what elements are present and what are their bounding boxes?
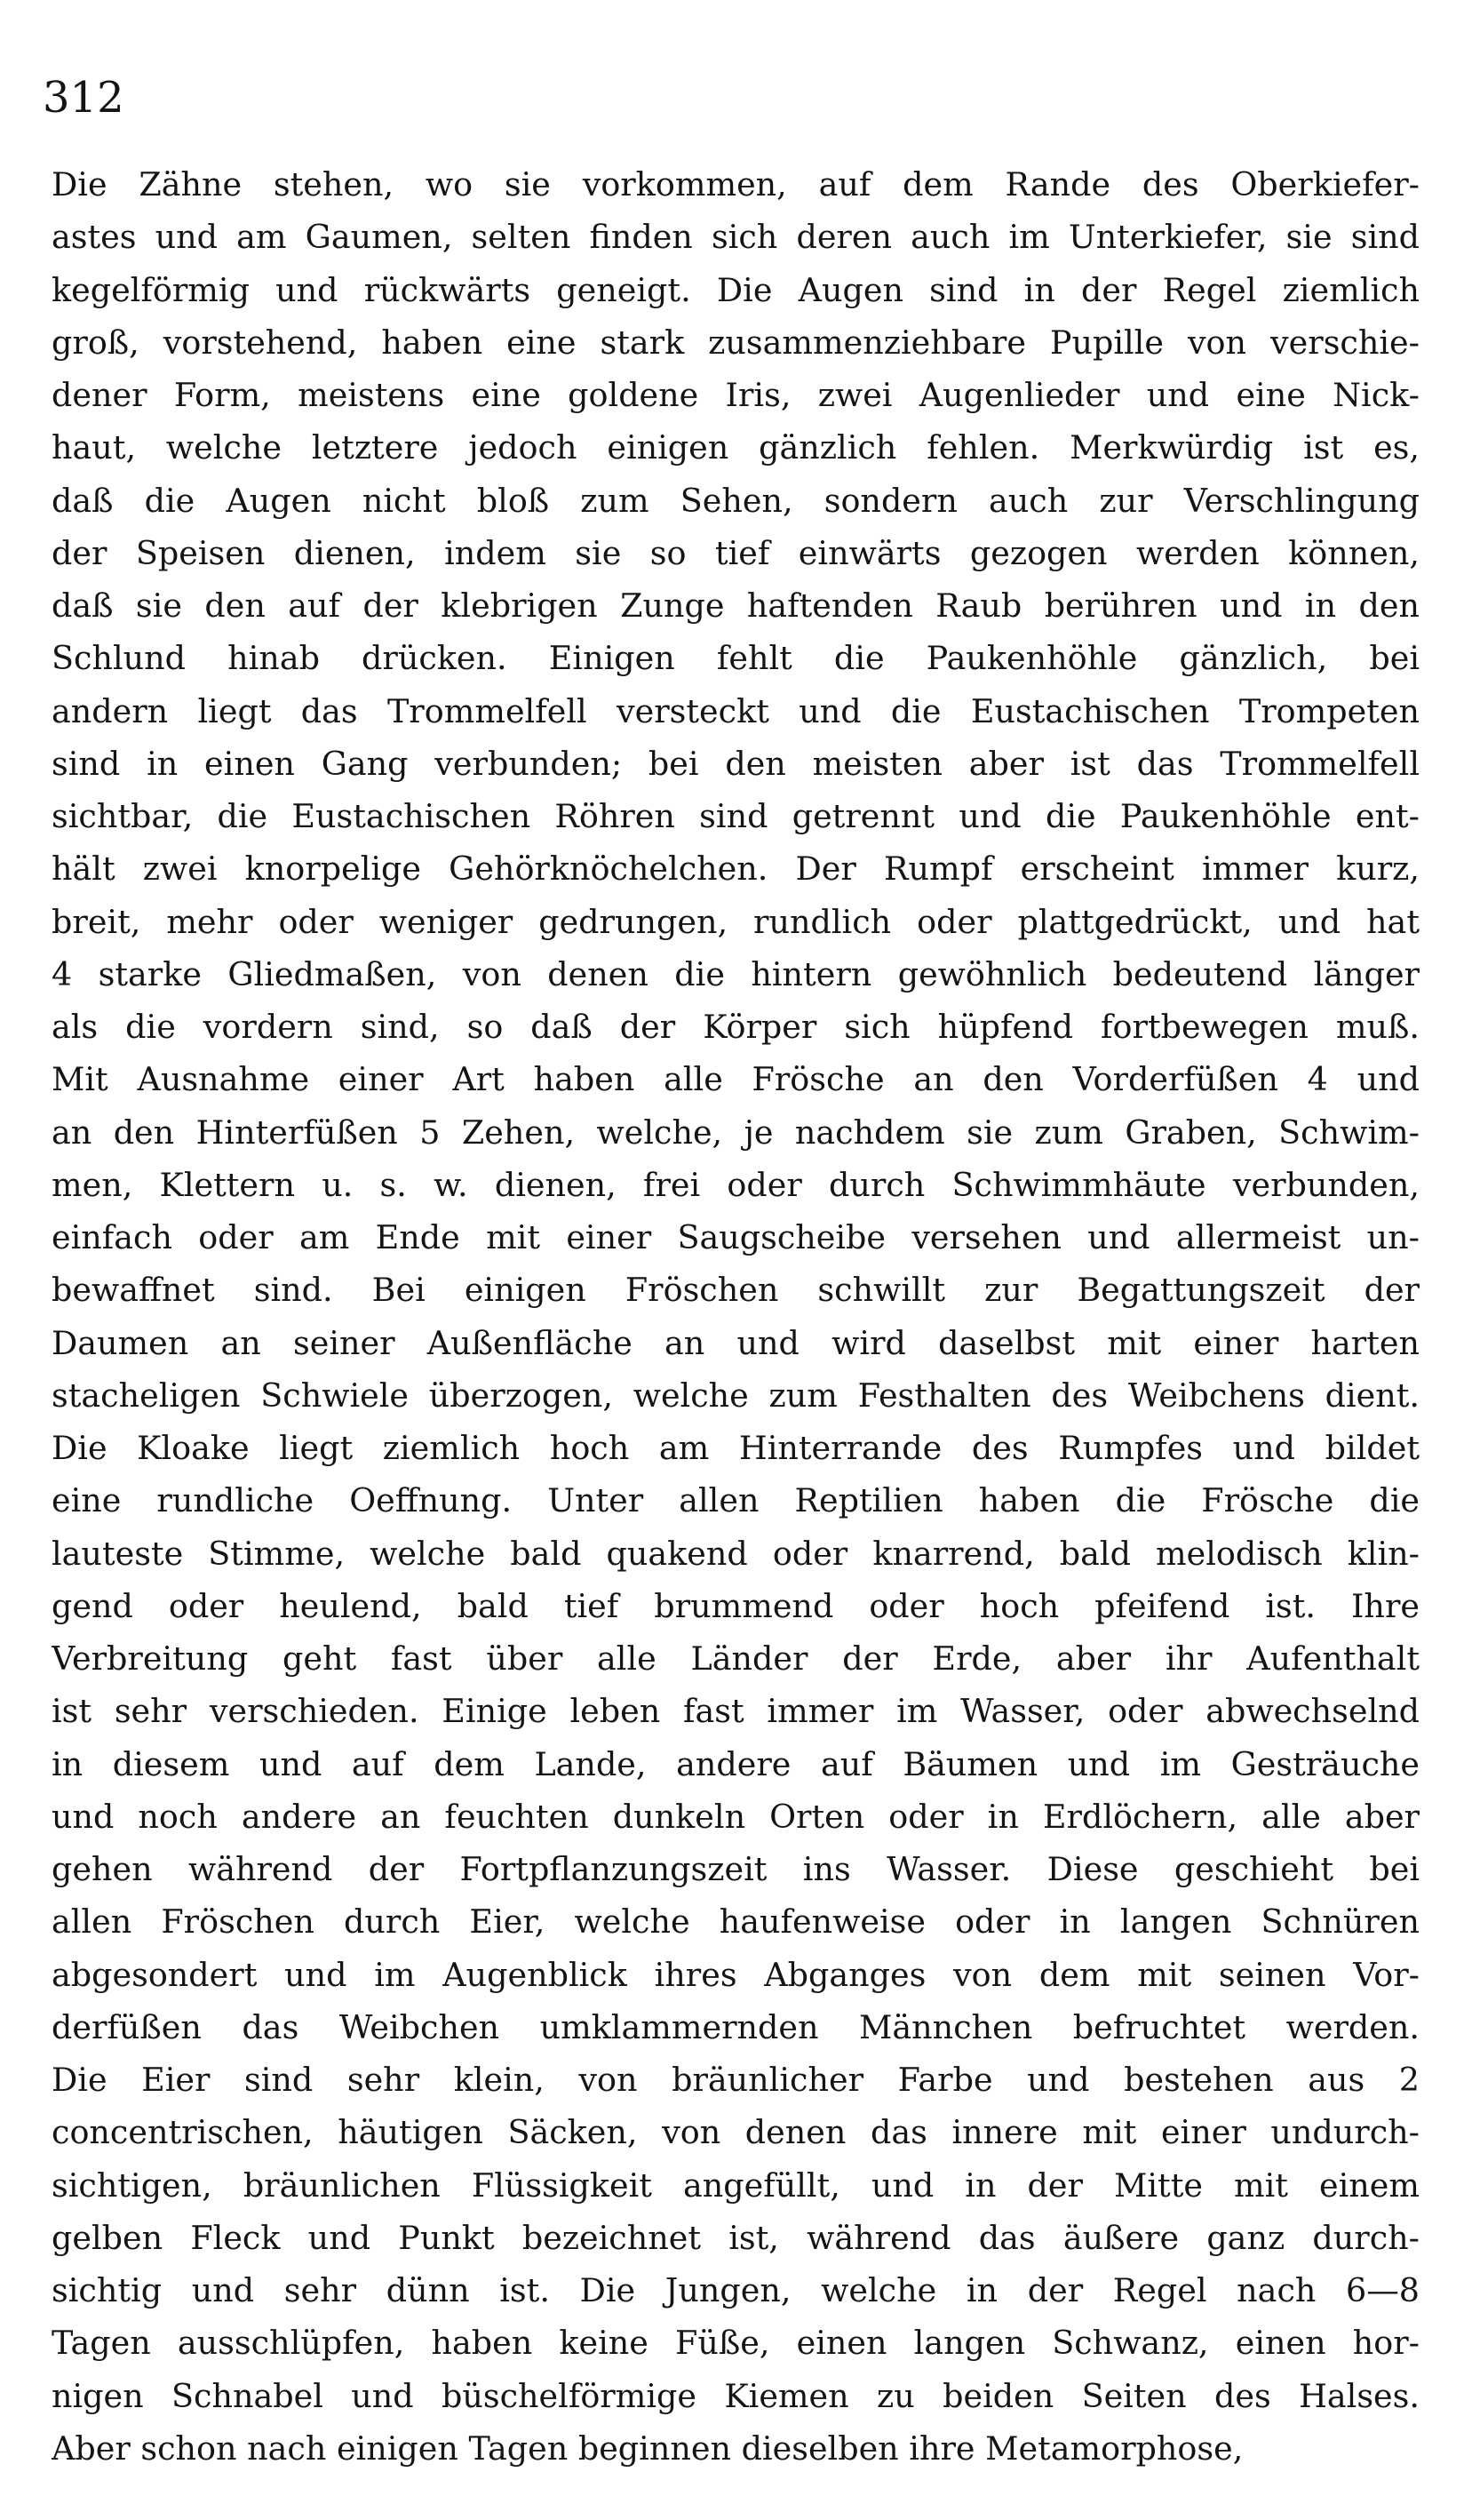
text-line: breit, mehr oder weniger gedrungen, rundlich oder plattgedrückt, und hat xyxy=(52,902,1420,941)
text-line: Die Kloake liegt ziemlich hoch am Hinterrande des Rumpfes und bildet xyxy=(52,1429,1420,1467)
text-line: concentrischen, häutigen Säcken, von denen das innere mit einer undurch- xyxy=(52,2113,1420,2152)
text-line: daß die Augen nicht bloß zum Sehen, sondern auch zur Verschlingung xyxy=(52,481,1420,520)
text-line: in diesem und auf dem Lande, andere auf Bäumen und im Gesträuche xyxy=(52,1744,1420,1783)
text-line: Schlund hinab drücken. Einigen fehlt die Paukenhöhle gänzlich, bei xyxy=(52,639,1420,678)
text-line: hält zwei knorpelige Gehörknöchelchen. Der Rumpf erscheint immer kurz, xyxy=(52,849,1420,889)
text-line: groß, vorstehend, haben eine stark zusammenziehbare Pupille von verschie- xyxy=(52,323,1420,362)
text-line: einfach oder am Ende mit einer Saugscheibe versehen und allermeist un- xyxy=(52,1218,1420,1256)
text-line: sichtbar, die Eustachischen Röhren sind getrennt und die Paukenhöhle ent- xyxy=(52,797,1420,835)
text-line: kegelförmig und rückwärts geneigt. Die Augen sind in der Regel ziemlich xyxy=(52,270,1420,309)
text-line: sind in einen Gang verbunden; bei den meisten aber ist das Trommelfell xyxy=(52,744,1420,783)
text-line: andern liegt das Trommelfell versteckt und die Eustachischen Trompeten xyxy=(52,691,1420,730)
text-line: bewaffnet sind. Bei einigen Fröschen schwillt zur Begattungszeit der xyxy=(52,1271,1420,1310)
text-line: ist sehr verschieden. Einige leben fast immer im Wasser, oder abwechselnd xyxy=(52,1692,1420,1731)
text-line: Mit Ausnahme einer Art haben alle Frösche an den Vorderfüßen 4 und xyxy=(52,1060,1420,1099)
text-line: Die Eier sind sehr klein, von bräunlicher Farbe und bestehen aus 2 xyxy=(52,2061,1420,2099)
text-line: men, Klettern u. s. w. dienen, frei oder durch Schwimmhäute verbunden, xyxy=(52,1165,1420,1204)
text-line: an den Hinterfüßen 5 Zehen, welche, je nachdem sie zum Graben, Schwim- xyxy=(52,1112,1420,1152)
text-line: allen Fröschen durch Eier, welche haufenweise oder in langen Schnüren xyxy=(52,1902,1420,1942)
text-line: haut, welche letztere jedoch einigen gänzlich fehlen. Merkwürdig ist es, xyxy=(52,428,1420,467)
text-line: gehen während der Fortpflanzungszeit ins Wasser. Diese geschieht bei xyxy=(52,1850,1420,1888)
text-line: und noch andere an feuchten dunkeln Orten oder in Erdlöchern, alle aber xyxy=(52,1797,1420,1836)
text-line: Aber schon nach einigen Tagen beginnen dieselben ihre Metamorphose, xyxy=(52,2428,1244,2468)
text-line: gelben Fleck und Punkt bezeichnet ist, während das äußere ganz durch- xyxy=(52,2218,1420,2257)
text-line: Tagen ausschlüpfen, haben keine Füße, einen langen Schwanz, einen hor- xyxy=(52,2324,1420,2363)
text-line: daß sie den auf der klebrigen Zunge haftenden Raub berühren und in den xyxy=(52,586,1420,625)
text-line: dener Form, meistens eine goldene Iris, zwei Augenlieder und eine Nick- xyxy=(52,376,1420,414)
page-number: 312 xyxy=(43,73,124,123)
text-line: stacheligen Schwiele überzogen, welche zum Festhalten des Weibchens dient. xyxy=(52,1376,1420,1415)
text-line: abgesondert und im Augenblick ihres Abganges von dem mit seinen Vor- xyxy=(52,1955,1420,1994)
text-line: sichtigen, bräunlichen Flüssigkeit angefüllt, und in der Mitte mit einem xyxy=(52,2165,1420,2205)
text-line: lauteste Stimme, welche bald quakend oder knarrend, bald melodisch klin- xyxy=(52,1534,1420,1573)
text-line: sichtig und sehr dünn ist. Die Jungen, welche in der Regel nach 6—8 xyxy=(52,2271,1420,2309)
body-text xyxy=(52,158,1420,2475)
text-line: astes und am Gaumen, selten finden sich deren auch im Unterkiefer, sie sind xyxy=(52,218,1420,257)
text-line: nigen Schnabel und büschelförmige Kiemen zu beiden Seiten des Halses. xyxy=(52,2376,1420,2415)
text-line: Daumen an seiner Außenfläche an und wird daselbst mit einer harten xyxy=(52,1323,1420,1362)
text-line: der Speisen dienen, indem sie so tief einwärts gezogen werden können, xyxy=(52,533,1420,572)
text-line: als die vordern sind, so daß der Körper sich hüpfend fortbewegen muß. xyxy=(52,1008,1420,1046)
text-line: eine rundliche Oeffnung. Unter allen Reptilien haben die Frösche die xyxy=(52,1481,1420,1520)
text-line: derfüßen das Weibchen umklammernden Männchen befruchtet werden. xyxy=(52,2007,1420,2046)
text-line: Verbreitung geht fast über alle Länder der Erde, aber ihr Aufenthalt xyxy=(52,1639,1420,1678)
text-line: Die Zähne stehen, wo sie vorkommen, auf dem Rande des Oberkiefer- xyxy=(52,165,1420,203)
text-line: gend oder heulend, bald tief brummend oder hoch pfeifend ist. Ihre xyxy=(52,1586,1420,1625)
text-line: 4 starke Gliedmaßen, von denen die hintern gewöhnlich bedeutend länger xyxy=(52,954,1420,993)
